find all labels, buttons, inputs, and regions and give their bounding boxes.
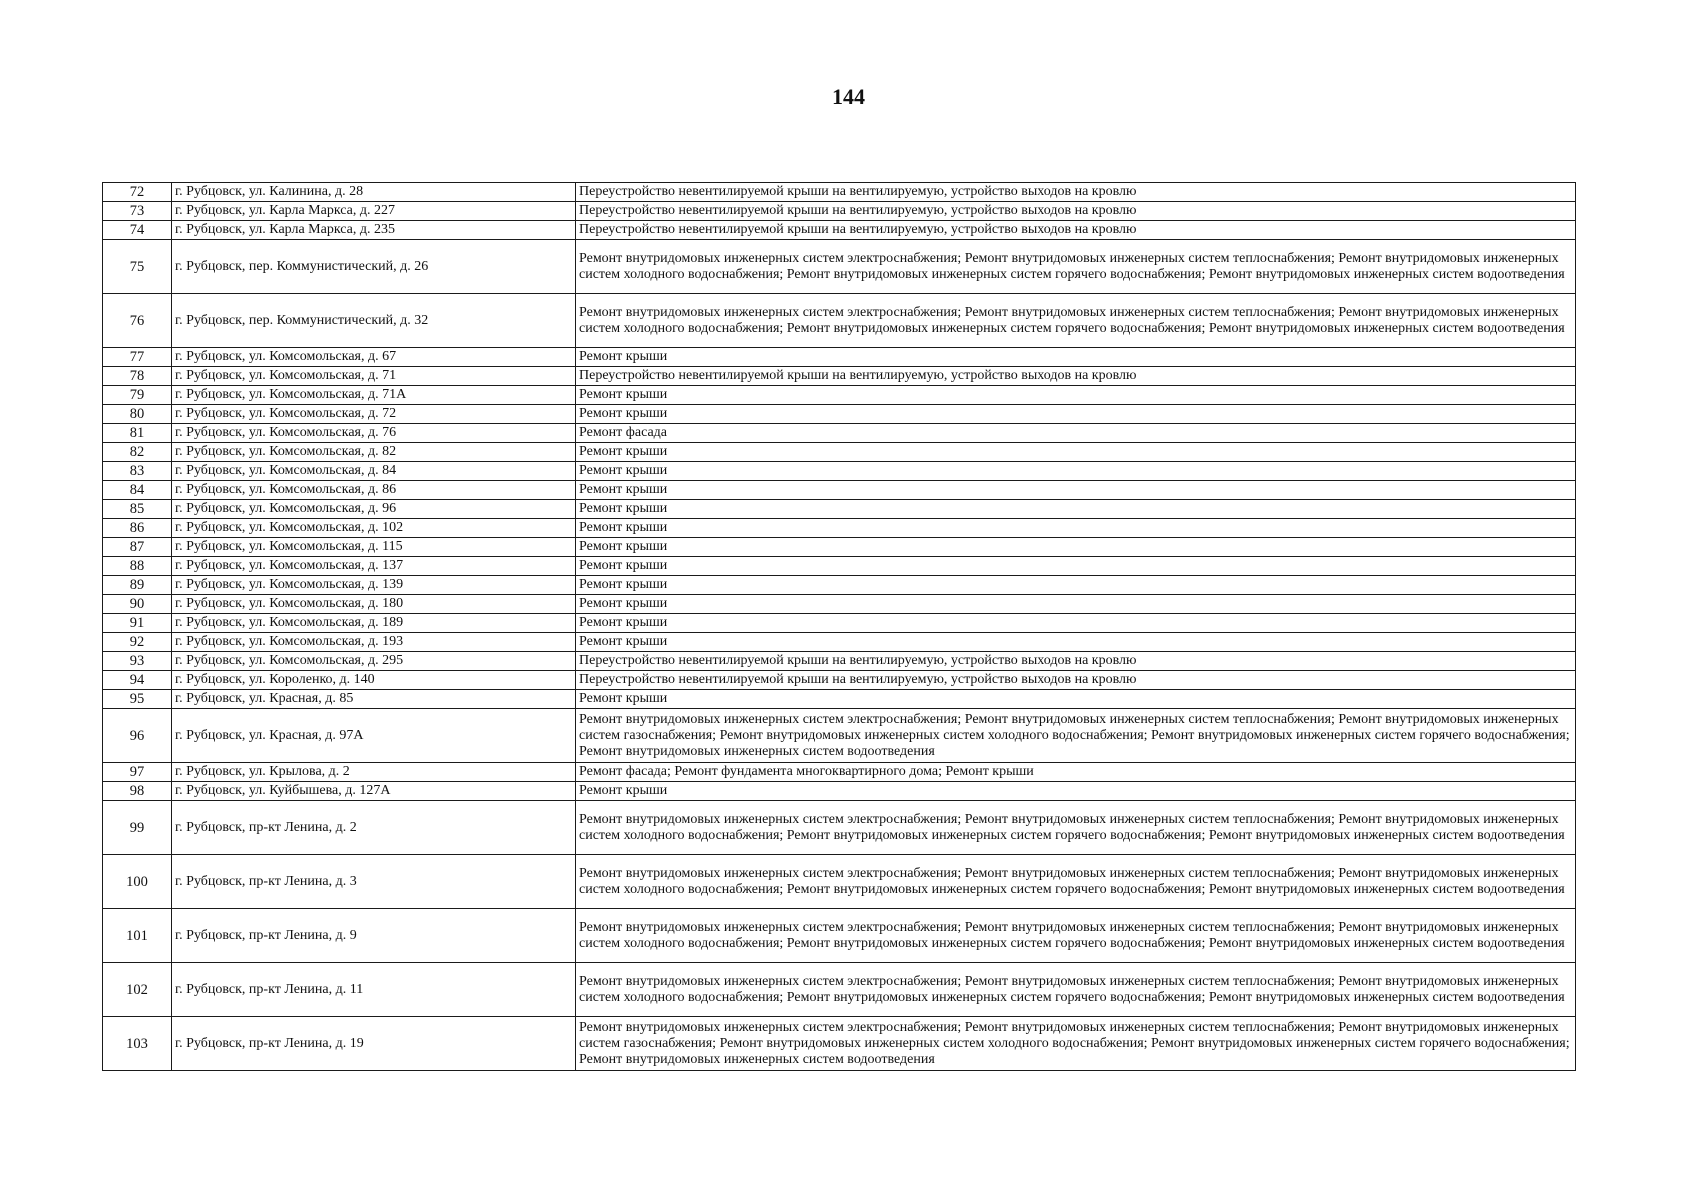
table-row xyxy=(103,909,1576,963)
row-address: г. Рубцовск, ул. Комсомольская, д. 72 xyxy=(172,405,576,424)
row-number: 82 xyxy=(103,443,172,462)
row-work-type: Ремонт внутридомовых инженерных систем электроснабжения; Ремонт внутридомовых инженерных систем теплоснабжения; Ремонт внутридомовых инженерных систем холодного водоснабжения; Ремонт внутридомовых инженерных систем горячего водоснабжения; Ремонт внутридомовых инженерных систем водоотведения xyxy=(576,963,1576,1017)
row-work-type: Переустройство невентилируемой крыши на вентилируемую, устройство выходов на кровлю xyxy=(576,221,1576,240)
row-number: 102 xyxy=(103,963,172,1017)
row-address: г. Рубцовск, ул. Красная, д. 85 xyxy=(172,690,576,709)
row-work-type: Ремонт внутридомовых инженерных систем электроснабжения; Ремонт внутридомовых инженерных систем теплоснабжения; Ремонт внутридомовых инженерных систем газоснабжения; Ремонт внутридомовых инженерных систем холодного водоснабжения; Ремонт внутридомовых инженерных систем горячего водоснабжения; Ремонт внутридомовых инженерных систем водоотведения xyxy=(576,709,1576,763)
row-address: г. Рубцовск, ул. Комсомольская, д. 71А xyxy=(172,386,576,405)
row-work-type: Ремонт фасада xyxy=(576,424,1576,443)
table-row xyxy=(103,367,1576,386)
row-number: 93 xyxy=(103,652,172,671)
row-number: 76 xyxy=(103,294,172,348)
row-number: 90 xyxy=(103,595,172,614)
table-row xyxy=(103,405,1576,424)
table-row xyxy=(103,424,1576,443)
row-number: 85 xyxy=(103,500,172,519)
row-number: 81 xyxy=(103,424,172,443)
row-work-type: Ремонт крыши xyxy=(576,405,1576,424)
row-work-type: Ремонт крыши xyxy=(576,782,1576,801)
row-number: 100 xyxy=(103,855,172,909)
row-address: г. Рубцовск, пр-кт Ленина, д. 11 xyxy=(172,963,576,1017)
row-work-type: Ремонт внутридомовых инженерных систем электроснабжения; Ремонт внутридомовых инженерных систем теплоснабжения; Ремонт внутридомовых инженерных систем холодного водоснабжения; Ремонт внутридомовых инженерных систем горячего водоснабжения; Ремонт внутридомовых инженерных систем водоотведения xyxy=(576,909,1576,963)
table-row xyxy=(103,443,1576,462)
table-row xyxy=(103,202,1576,221)
table-row xyxy=(103,614,1576,633)
row-address: г. Рубцовск, ул. Комсомольская, д. 71 xyxy=(172,367,576,386)
row-work-type: Ремонт внутридомовых инженерных систем электроснабжения; Ремонт внутридомовых инженерных систем теплоснабжения; Ремонт внутридомовых инженерных систем холодного водоснабжения; Ремонт внутридомовых инженерных систем горячего водоснабжения; Ремонт внутридомовых инженерных систем водоотведения xyxy=(576,801,1576,855)
row-work-type: Переустройство невентилируемой крыши на вентилируемую, устройство выходов на кровлю xyxy=(576,652,1576,671)
row-number: 74 xyxy=(103,221,172,240)
row-number: 98 xyxy=(103,782,172,801)
row-work-type: Переустройство невентилируемой крыши на вентилируемую, устройство выходов на кровлю xyxy=(576,183,1576,202)
table-row xyxy=(103,294,1576,348)
row-address: г. Рубцовск, ул. Комсомольская, д. 189 xyxy=(172,614,576,633)
row-number: 87 xyxy=(103,538,172,557)
table-row xyxy=(103,595,1576,614)
table-row xyxy=(103,481,1576,500)
row-address: г. Рубцовск, ул. Короленко, д. 140 xyxy=(172,671,576,690)
row-work-type: Переустройство невентилируемой крыши на вентилируемую, устройство выходов на кровлю xyxy=(576,367,1576,386)
table-row xyxy=(103,963,1576,1017)
table-row xyxy=(103,633,1576,652)
row-address: г. Рубцовск, ул. Комсомольская, д. 96 xyxy=(172,500,576,519)
table-row xyxy=(103,855,1576,909)
row-address: г. Рубцовск, ул. Комсомольская, д. 295 xyxy=(172,652,576,671)
repair-works-table xyxy=(102,182,1576,1071)
row-number: 80 xyxy=(103,405,172,424)
row-work-type: Ремонт крыши xyxy=(576,348,1576,367)
table-row xyxy=(103,652,1576,671)
row-work-type: Переустройство невентилируемой крыши на вентилируемую, устройство выходов на кровлю xyxy=(576,202,1576,221)
table-row xyxy=(103,557,1576,576)
row-address: г. Рубцовск, ул. Карла Маркса, д. 227 xyxy=(172,202,576,221)
row-address: г. Рубцовск, пр-кт Ленина, д. 2 xyxy=(172,801,576,855)
row-number: 88 xyxy=(103,557,172,576)
row-work-type: Переустройство невентилируемой крыши на вентилируемую, устройство выходов на кровлю xyxy=(576,671,1576,690)
table-row xyxy=(103,221,1576,240)
row-address: г. Рубцовск, ул. Калинина, д. 28 xyxy=(172,183,576,202)
row-work-type: Ремонт крыши xyxy=(576,690,1576,709)
table-row xyxy=(103,538,1576,557)
row-work-type: Ремонт крыши xyxy=(576,462,1576,481)
table-row xyxy=(103,348,1576,367)
row-address: г. Рубцовск, ул. Комсомольская, д. 137 xyxy=(172,557,576,576)
row-number: 73 xyxy=(103,202,172,221)
row-number: 91 xyxy=(103,614,172,633)
row-number: 86 xyxy=(103,519,172,538)
table-row xyxy=(103,763,1576,782)
row-address: г. Рубцовск, ул. Комсомольская, д. 139 xyxy=(172,576,576,595)
row-work-type: Ремонт крыши xyxy=(576,386,1576,405)
table-row xyxy=(103,1017,1576,1071)
row-number: 94 xyxy=(103,671,172,690)
row-address: г. Рубцовск, ул. Комсомольская, д. 102 xyxy=(172,519,576,538)
row-work-type: Ремонт крыши xyxy=(576,481,1576,500)
table-row xyxy=(103,183,1576,202)
row-number: 99 xyxy=(103,801,172,855)
table-row xyxy=(103,801,1576,855)
row-work-type: Ремонт крыши xyxy=(576,557,1576,576)
table-body xyxy=(103,183,1576,1071)
row-work-type: Ремонт крыши xyxy=(576,633,1576,652)
row-work-type: Ремонт внутридомовых инженерных систем электроснабжения; Ремонт внутридомовых инженерных систем теплоснабжения; Ремонт внутридомовых инженерных систем холодного водоснабжения; Ремонт внутридомовых инженерных систем горячего водоснабжения; Ремонт внутридомовых инженерных систем водоотведения xyxy=(576,240,1576,294)
row-number: 78 xyxy=(103,367,172,386)
row-work-type: Ремонт внутридомовых инженерных систем электроснабжения; Ремонт внутридомовых инженерных систем теплоснабжения; Ремонт внутридомовых инженерных систем холодного водоснабжения; Ремонт внутридомовых инженерных систем горячего водоснабжения; Ремонт внутридомовых инженерных систем водоотведения xyxy=(576,855,1576,909)
row-address: г. Рубцовск, ул. Куйбышева, д. 127А xyxy=(172,782,576,801)
row-work-type: Ремонт крыши xyxy=(576,595,1576,614)
row-number: 103 xyxy=(103,1017,172,1071)
table-row xyxy=(103,576,1576,595)
row-number: 101 xyxy=(103,909,172,963)
row-number: 75 xyxy=(103,240,172,294)
table-row xyxy=(103,462,1576,481)
row-address: г. Рубцовск, ул. Карла Маркса, д. 235 xyxy=(172,221,576,240)
table-row xyxy=(103,671,1576,690)
row-address: г. Рубцовск, ул. Комсомольская, д. 82 xyxy=(172,443,576,462)
page-number: 144 xyxy=(832,84,865,109)
row-address: г. Рубцовск, пр-кт Ленина, д. 19 xyxy=(172,1017,576,1071)
row-number: 83 xyxy=(103,462,172,481)
table-row xyxy=(103,519,1576,538)
row-address: г. Рубцовск, ул. Крылова, д. 2 xyxy=(172,763,576,782)
row-work-type: Ремонт крыши xyxy=(576,614,1576,633)
row-address: г. Рубцовск, ул. Комсомольская, д. 180 xyxy=(172,595,576,614)
row-number: 95 xyxy=(103,690,172,709)
row-address: г. Рубцовск, ул. Комсомольская, д. 115 xyxy=(172,538,576,557)
row-number: 97 xyxy=(103,763,172,782)
row-address: г. Рубцовск, ул. Комсомольская, д. 76 xyxy=(172,424,576,443)
row-work-type: Ремонт внутридомовых инженерных систем электроснабжения; Ремонт внутридомовых инженерных систем теплоснабжения; Ремонт внутридомовых инженерных систем холодного водоснабжения; Ремонт внутридомовых инженерных систем горячего водоснабжения; Ремонт внутридомовых инженерных систем водоотведения xyxy=(576,294,1576,348)
table-row xyxy=(103,500,1576,519)
row-work-type: Ремонт внутридомовых инженерных систем электроснабжения; Ремонт внутридомовых инженерных систем теплоснабжения; Ремонт внутридомовых инженерных систем газоснабжения; Ремонт внутридомовых инженерных систем холодного водоснабжения; Ремонт внутридомовых инженерных систем горячего водоснабжения; Ремонт внутридомовых инженерных систем водоотведения xyxy=(576,1017,1576,1071)
row-work-type: Ремонт крыши xyxy=(576,576,1576,595)
row-work-type: Ремонт фасада; Ремонт фундамента многоквартирного дома; Ремонт крыши xyxy=(576,763,1576,782)
table-row xyxy=(103,690,1576,709)
row-work-type: Ремонт крыши xyxy=(576,519,1576,538)
row-address: г. Рубцовск, пер. Коммунистический, д. 32 xyxy=(172,294,576,348)
row-address: г. Рубцовск, ул. Комсомольская, д. 84 xyxy=(172,462,576,481)
row-number: 72 xyxy=(103,183,172,202)
row-address: г. Рубцовск, ул. Комсомольская, д. 86 xyxy=(172,481,576,500)
row-number: 79 xyxy=(103,386,172,405)
row-work-type: Ремонт крыши xyxy=(576,500,1576,519)
row-number: 89 xyxy=(103,576,172,595)
row-work-type: Ремонт крыши xyxy=(576,443,1576,462)
row-number: 84 xyxy=(103,481,172,500)
row-number: 77 xyxy=(103,348,172,367)
table-row xyxy=(103,709,1576,763)
table-row xyxy=(103,386,1576,405)
row-work-type: Ремонт крыши xyxy=(576,538,1576,557)
table-row xyxy=(103,782,1576,801)
row-number: 96 xyxy=(103,709,172,763)
table-row xyxy=(103,240,1576,294)
row-address: г. Рубцовск, ул. Красная, д. 97А xyxy=(172,709,576,763)
row-address: г. Рубцовск, пер. Коммунистический, д. 26 xyxy=(172,240,576,294)
row-address: г. Рубцовск, пр-кт Ленина, д. 9 xyxy=(172,909,576,963)
row-address: г. Рубцовск, ул. Комсомольская, д. 193 xyxy=(172,633,576,652)
row-address: г. Рубцовск, пр-кт Ленина, д. 3 xyxy=(172,855,576,909)
row-address: г. Рубцовск, ул. Комсомольская, д. 67 xyxy=(172,348,576,367)
row-number: 92 xyxy=(103,633,172,652)
